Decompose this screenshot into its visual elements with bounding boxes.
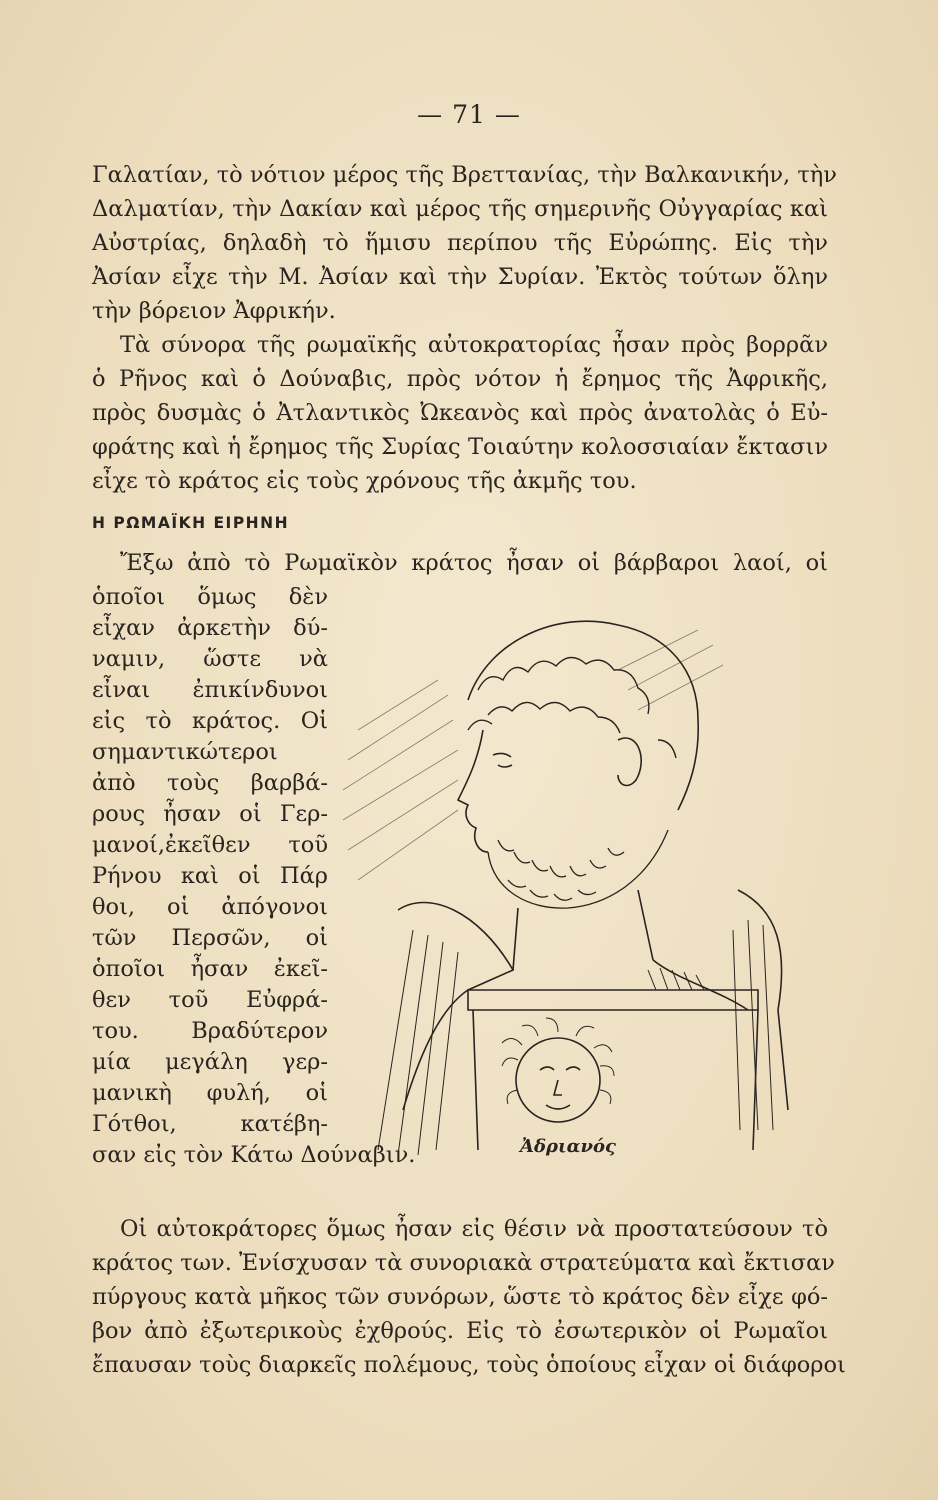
column-line: εἶναι ἐπικίνδυνοι: [92, 677, 328, 703]
text-line: πύργους κατὰ μῆκος τῶν συνόρων, ὥστε τὸ κράτος δὲν εἶχε φό-: [92, 1284, 828, 1310]
column-line: θεν τοῦ Εὐφρά-: [92, 987, 328, 1013]
text-line: Δαλματίαν, τὴν Δακίαν καὶ μέρος τῆς σημερινῆς Οὐγγαρίας καὶ: [92, 196, 828, 222]
column-line: Ρήνου καὶ οἱ Πάρ: [92, 863, 328, 889]
text-line: Οἱ αὐτοκράτορες ὅμως ἦσαν εἰς θέσιν νὰ προστατεύσουν τὸ: [120, 1216, 828, 1242]
column-line: μία μεγάλη γερ-: [92, 1049, 328, 1075]
column-line: θοι, οἱ ἀπόγονοι: [92, 894, 328, 920]
text-line: κράτος των. Ἐνίσχυσαν τὰ συνοριακὰ στρατεύματα καὶ ἔκτισαν: [92, 1250, 835, 1276]
column-line: ἀπὸ τοὺς βαρβά-: [92, 770, 328, 796]
text-line: εἶχε τὸ κράτος εἰς τοὺς χρόνους τῆς ἀκμῆς του.: [92, 468, 637, 494]
column-line: ρους ἦσαν οἱ Γερ-: [92, 801, 328, 827]
column-line: εἰς τὸ κράτος. Οἱ: [92, 708, 328, 734]
column-line: σημαντικώτεροι: [92, 739, 278, 765]
text-line: Τὰ σύνορα τῆς ρωμαϊκῆς αὐτοκρατορίας ἦσαν πρὸς βορρᾶν: [120, 332, 828, 358]
column-line: μανοί,ἐκεῖθεν τοῦ: [92, 832, 328, 858]
text-line: φράτης καὶ ἡ ἔρημος τῆς Συρίας Τοιαύτην κολοσσιαίαν ἔκτασιν: [92, 434, 828, 460]
column-line: ὁποῖοι ἦσαν ἐκεῖ-: [92, 956, 328, 982]
portrait-caption: Ἀδριανός: [520, 1136, 616, 1157]
text-line: Γαλατίαν, τὸ νότιον μέρος τῆς Βρεττανίας, τὴν Βαλκανικήν, τὴν: [92, 162, 837, 188]
column-line: μανικὴ φυλή, οἱ: [92, 1080, 328, 1106]
text-line: βον ἀπὸ ἐξωτερικοὺς ἐχθρούς. Εἰς τὸ ἐσωτερικὸν οἱ Ρωμαῖοι: [92, 1318, 828, 1344]
page-number: — 71 —: [417, 100, 521, 129]
text-line: Αὐστρίας, δηλαδὴ τὸ ἥμισυ περίπου τῆς Εὐρώπης. Εἰς τὴν: [92, 230, 828, 256]
hadrian-portrait-engraving: [318, 590, 838, 1190]
column-line: ναμιν, ὥστε νὰ: [92, 646, 328, 672]
text-line: σαν εἰς τὸν Κάτω Δούναβιν.: [92, 1142, 416, 1168]
text-line: ὁ Ρῆνος καὶ ὁ Δούναβις, πρὸς νότον ἡ ἔρημος τῆς Ἀφρικῆς,: [92, 366, 828, 392]
column-line: ὁποῖοι ὅμως δὲν: [92, 584, 328, 610]
column-line: εἶχαν ἀρκετὴν δύ-: [92, 615, 328, 641]
column-line: Γότθοι, κατέβη-: [92, 1111, 328, 1137]
column-line: του. Βραδύτερον: [92, 1018, 328, 1044]
text-line: ἔπαυσαν τοὺς διαρκεῖς πολέμους, τοὺς ὁποίους εἶχαν οἱ διάφοροι: [92, 1352, 846, 1378]
column-line: τῶν Περσῶν, οἱ: [92, 925, 328, 951]
text-line: τὴν βόρειον Ἀφρικήν.: [92, 298, 336, 324]
text-line: Ἀσίαν εἶχε τὴν Μ. Ἀσίαν καὶ τὴν Συρίαν. Ἐκτὸς τούτων ὅλην: [92, 264, 828, 290]
section-heading: Η ΡΩΜΑΪΚΗ ΕΙΡΗΝΗ: [92, 514, 290, 532]
text-line: πρὸς δυσμὰς ὁ Ἀτλαντικὸς Ὠκεανὸς καὶ πρὸς ἀνατολὰς ὁ Εὐ-: [92, 400, 828, 426]
text-line: Ἔξω ἀπὸ τὸ Ρωμαϊκὸν κράτος ἦσαν οἱ βάρβαροι λαοί, οἱ: [120, 550, 828, 576]
